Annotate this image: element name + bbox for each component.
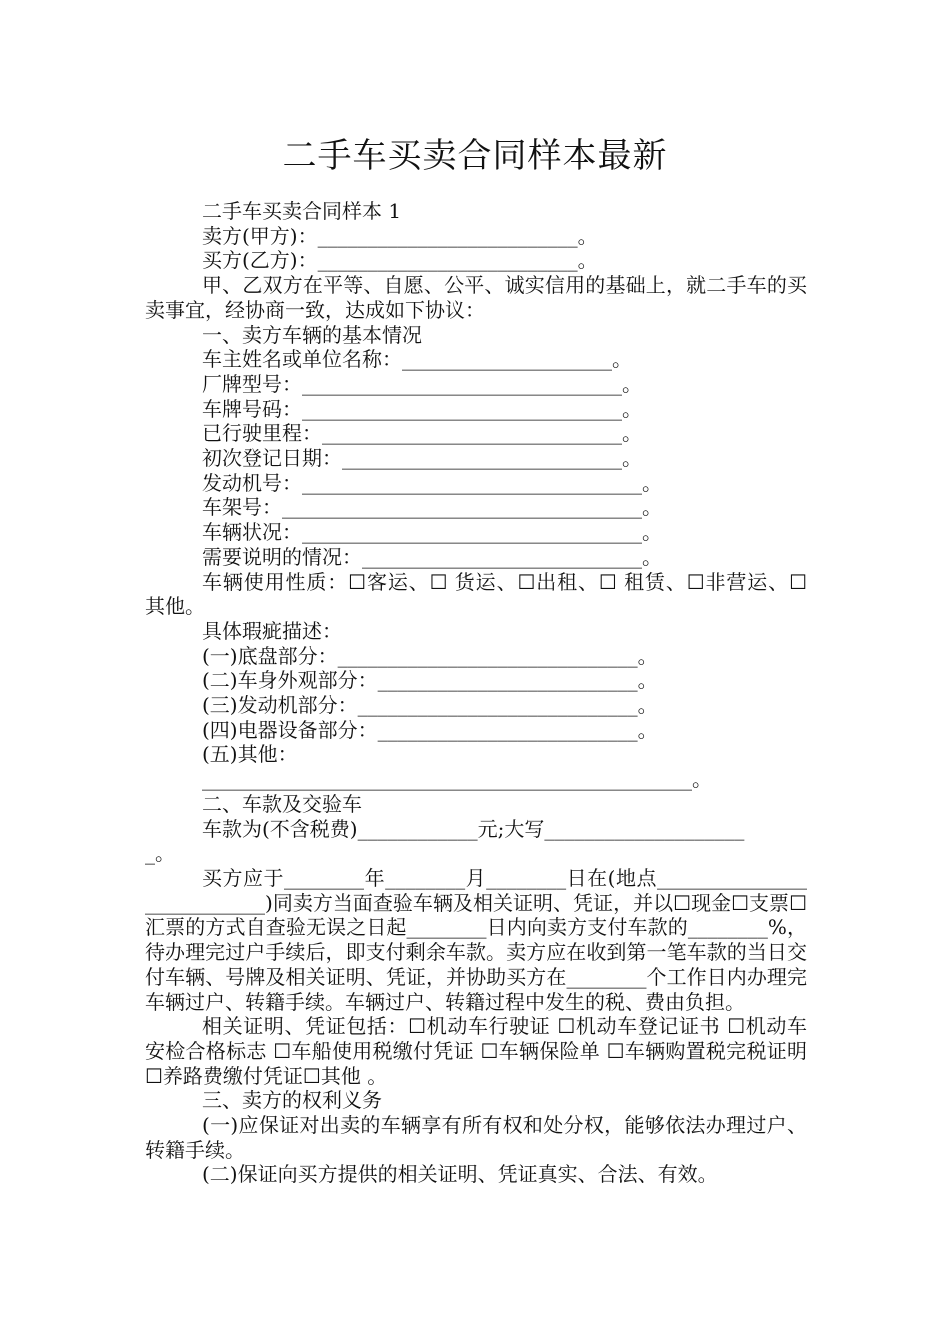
document-paragraph: (三)发动机部分：____________________________。 [202, 693, 658, 718]
document-paragraph: 需要说明的情况：____________________________。 [202, 544, 662, 569]
document-paragraph: 已行驶里程：______________________________。 [202, 421, 642, 446]
document-paragraph: (一)底盘部分：______________________________。 [202, 643, 658, 668]
document-paragraph: _________________________________________________。 [202, 767, 712, 792]
document-paragraph: 具体瑕疵描述： [202, 618, 342, 643]
document-paragraph: 三、卖方的权利义务 [202, 1088, 382, 1113]
document-paragraph: 车牌号码：________________________________。 [202, 396, 642, 421]
document-paragraph: 车主姓名或单位名称：_____________________。 [202, 347, 632, 372]
document-title: 二手车买卖合同样本最新 [282, 136, 668, 176]
document-paragraph: 车辆状况：__________________________________。 [202, 520, 662, 545]
document-paragraph: _。 [145, 841, 175, 866]
document-body [145, 199, 807, 1187]
document-paragraph: 买方应于________年________月________日在(地点___________________________)同卖方当面查验车辆及相关证明、凭证，并以☐现金☐支票☐汇票的方式自查验无误之日起________日内向卖方支付车款的________%，待办理完过户手续后，即支付剩余车款。卖方应在收到第一笔车款的当日交付车辆、号牌及相关证明、凭证，并协助买方在________个工作日内办理完车辆过户、转籍手续。车辆过户、转籍过程中发生的税、费由负担。 [145, 865, 807, 1014]
document-paragraph: 甲、乙双方在平等、自愿、公平、诚实信用的基础上，就二手车的买卖事宜，经协商一致，达成如下协议： [145, 273, 807, 322]
document-paragraph: (二)车身外观部分：__________________________。 [202, 668, 658, 693]
document-paragraph: 买方(乙方)：__________________________。 [202, 248, 598, 273]
document-paragraph: (一)应保证对出卖的车辆享有所有权和处分权，能够依法办理过户、转籍手续。 [145, 1113, 807, 1162]
document-paragraph: 二手车买卖合同样本 1 [202, 199, 402, 223]
document-paragraph: 相关证明、凭证包括：☐机动车行驶证 ☐机动车登记证书 ☐机动车安检合格标志 ☐车船使用税缴付凭证 ☐车辆保险单 ☐车辆购置税完税证明 ☐养路费缴付凭证☐其他 。 [145, 1014, 807, 1088]
document-paragraph: (二)保证向买方提供的相关证明、凭证真实、合法、有效。 [202, 1162, 718, 1187]
document-paragraph: 车辆使用性质：☐客运、☐ 货运、☐出租、☐ 租赁、☐非营运、☐ 其他。 [145, 569, 807, 619]
document-paragraph: 车架号：____________________________________。 [202, 495, 662, 520]
document-paragraph: 初次登记日期：____________________________。 [202, 446, 642, 471]
document-paragraph: 发动机号：__________________________________。 [202, 470, 662, 495]
document-paragraph: (四)电器设备部分：__________________________。 [202, 717, 658, 742]
document-paragraph: 一、卖方车辆的基本情况 [202, 322, 422, 347]
document-paragraph: 厂牌型号：________________________________。 [202, 371, 642, 396]
document-paragraph: (五)其他： [202, 742, 298, 767]
document-paragraph: 卖方(甲方)：__________________________。 [202, 223, 598, 248]
document-paragraph: 车款为(不含税费)____________元;大写____________________ [202, 816, 745, 841]
document-paragraph: 二、车款及交验车 [202, 791, 362, 816]
